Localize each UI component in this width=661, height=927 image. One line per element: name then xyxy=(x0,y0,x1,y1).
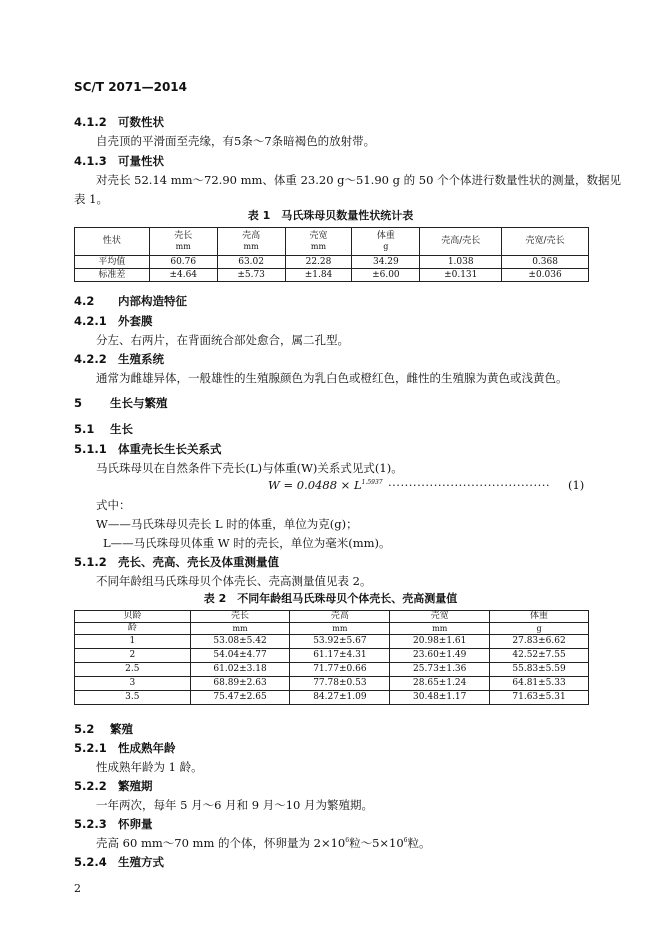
section-number: 5.2.2 xyxy=(74,779,107,793)
section-number: 5.1.2 xyxy=(74,555,107,569)
section-title: 生殖系统 xyxy=(118,352,164,366)
heading-4-2-1 xyxy=(74,313,153,329)
formula xyxy=(268,478,383,492)
heading-5 xyxy=(74,395,168,411)
heading-5-2-3 xyxy=(74,816,153,832)
header-cell: 体重 g xyxy=(352,228,420,256)
formula-leader-dots: ······································· xyxy=(388,478,551,492)
section-number: 4.2.1 xyxy=(74,314,107,328)
formula-expression: W = 0.0488 × L xyxy=(268,478,362,492)
table-cell: 68.89±2.63 xyxy=(190,677,290,691)
table-row xyxy=(75,649,589,663)
heading-5-1-1 xyxy=(74,441,222,457)
section-number: 4.2.2 xyxy=(74,352,107,366)
header-cell: 体重 xyxy=(490,611,589,623)
table-cell: ±5.73 xyxy=(217,269,285,282)
equation-number: (1) xyxy=(568,478,585,492)
page-number: 2 xyxy=(74,882,81,895)
section-number: 4.2 xyxy=(74,294,95,308)
section-number: 4.1.3 xyxy=(74,154,107,168)
header-cell: 壳长 xyxy=(190,611,290,623)
section-number: 5.2.4 xyxy=(74,855,107,869)
header-cell: 壳高/壳长 xyxy=(420,228,502,256)
table-cell: 34.29 xyxy=(352,256,420,269)
heading-4-2-2 xyxy=(74,351,164,367)
paragraph: 壳高 60 mm～70 mm 的个体，怀卵量为 $2\times 10^6$粒$\sim 5\times 10^6$粒。 xyxy=(96,836,431,850)
section-title: 壳长、壳高、壳长及体重测量值 xyxy=(118,555,279,569)
table-cell: 20.98±1.61 xyxy=(390,635,490,649)
table-row xyxy=(75,663,589,677)
table-cell: 63.02 xyxy=(217,256,285,269)
heading-5-2-4 xyxy=(74,854,164,870)
formula-exponent: 1.5937 xyxy=(361,479,383,487)
table-cell: 42.52±7.55 xyxy=(490,649,589,663)
table-row xyxy=(75,691,589,705)
table-cell: 22.28 xyxy=(285,256,352,269)
table-cell: 53.08±5.42 xyxy=(190,635,290,649)
paragraph: 不同年龄组马氏珠母贝个体壳长、壳高测量值见表 2。 xyxy=(96,574,372,588)
table-cell: 53.92±5.67 xyxy=(290,635,390,649)
where-definition-w: W——马氏珠母贝壳长 L 时的体重，单位为克(g)； xyxy=(96,517,358,531)
table-cell: ±0.131 xyxy=(420,269,502,282)
table-row xyxy=(75,635,589,649)
table-cell: 30.48±1.17 xyxy=(390,691,490,705)
section-title: 生长 xyxy=(110,422,133,436)
header-cell: 壳高 mm xyxy=(217,228,285,256)
section-number: 5.2.3 xyxy=(74,817,107,831)
table-cell: 60.76 xyxy=(149,256,217,269)
table-cell: 27.83±6.62 xyxy=(490,635,589,649)
heading-5-1 xyxy=(74,421,133,437)
heading-5-2 xyxy=(74,721,133,737)
heading-5-1-2 xyxy=(74,554,279,570)
heading-4-2 xyxy=(74,293,187,309)
section-title: 生长与繁殖 xyxy=(110,396,168,410)
unit-cell: mm xyxy=(390,623,490,635)
section-title: 内部构造特征 xyxy=(118,294,187,308)
paragraph-line-1: 对壳长 52.14 mm～72.90 mm、体重 23.20 g～51.90 g 的 50 个个体进行数量性状的测量，数据见 xyxy=(96,173,622,187)
section-number: 5 xyxy=(74,396,83,410)
section-number: 5.1.1 xyxy=(74,442,107,456)
header-cell: 壳宽 xyxy=(390,611,490,623)
unit-cell: 龄 xyxy=(75,623,191,635)
section-title: 外套膜 xyxy=(118,314,153,328)
table-cell: 61.02±3.18 xyxy=(190,663,290,677)
table-cell: 71.63±5.31 xyxy=(490,691,589,705)
table-cell: 28.65±1.24 xyxy=(390,677,490,691)
header-cell: 壳长 mm xyxy=(149,228,217,256)
table-cell: 54.04±4.77 xyxy=(190,649,290,663)
table-cell: ±4.64 xyxy=(149,269,217,282)
table-cell: 64.81±5.33 xyxy=(490,677,589,691)
table-cell: 1 xyxy=(75,635,191,649)
paragraph: 性成熟年龄为 1 龄。 xyxy=(96,760,203,774)
table-cell: 2 xyxy=(75,649,191,663)
header-cell: 壳宽 mm xyxy=(285,228,352,256)
section-title: 可量性状 xyxy=(118,154,164,168)
where-intro: 式中： xyxy=(96,498,131,512)
header-cell: 壳高 xyxy=(290,611,390,623)
table-cell: 84.27±1.09 xyxy=(290,691,390,705)
table-cell: 75.47±2.65 xyxy=(190,691,290,705)
table-cell: 55.83±5.59 xyxy=(490,663,589,677)
section-title: 性成熟年龄 xyxy=(118,741,176,755)
section-title: 生殖方式 xyxy=(118,855,164,869)
table-1-caption: 表 1 马氏珠母贝数量性状统计表 xyxy=(247,209,414,222)
table-cell: ±0.036 xyxy=(502,269,589,282)
table-cell: ±1.84 xyxy=(285,269,352,282)
table-cell: 1.038 xyxy=(420,256,502,269)
paragraph: 自壳顶的平滑面至壳缘，有5条～7条暗褐色的放射带。 xyxy=(96,134,376,148)
table-header-row xyxy=(75,611,589,623)
heading-5-2-2 xyxy=(74,778,153,794)
table-1 xyxy=(74,227,589,282)
header-cell: 性状 xyxy=(75,228,150,256)
document-header: SC/T 2071—2014 xyxy=(74,80,187,94)
table-cell: 77.78±0.53 xyxy=(290,677,390,691)
table-cell: 71.77±0.66 xyxy=(290,663,390,677)
table-cell: 0.368 xyxy=(502,256,589,269)
table-cell: 3.5 xyxy=(75,691,191,705)
heading-4-1-2 xyxy=(74,114,164,130)
paragraph: 一年两次，每年 5 月～6 月和 9 月～10 月为繁殖期。 xyxy=(96,798,374,812)
unit-cell: g xyxy=(490,623,589,635)
table-cell: 2.5 xyxy=(75,663,191,677)
header-cell: 贝龄 xyxy=(75,611,191,623)
table-unit-row xyxy=(75,623,589,635)
paragraph: 通常为雌雄异体，一般雄性的生殖腺颜色为乳白色或橙红色，雌性的生殖腺为黄色或浅黄色。 xyxy=(96,371,568,385)
heading-5-2-1 xyxy=(74,740,176,756)
table-2-caption: 表 2 不同年龄组马氏珠母贝个体壳长、壳高测量值 xyxy=(203,592,458,605)
section-title: 怀卵量 xyxy=(118,817,153,831)
where-definition-l: L——马氏珠母贝体重 W 时的壳长，单位为毫米(mm)。 xyxy=(103,536,391,550)
table-cell: ±6.00 xyxy=(352,269,420,282)
unit-cell: mm xyxy=(190,623,290,635)
section-title: 可数性状 xyxy=(118,115,164,129)
table-cell: 23.60±1.49 xyxy=(390,649,490,663)
section-title: 繁殖 xyxy=(110,722,133,736)
section-number: 4.1.2 xyxy=(74,115,107,129)
table-cell: 61.17±4.31 xyxy=(290,649,390,663)
table-cell: 3 xyxy=(75,677,191,691)
paragraph: 马氏珠母贝在自然条件下壳长(L)与体重(W)关系式见式(1)。 xyxy=(96,461,403,475)
section-title: 体重壳长生长关系式 xyxy=(118,442,222,456)
paragraph: 分左、右两片，在背面统合部处愈合，属二孔型。 xyxy=(96,333,349,347)
section-number: 5.1 xyxy=(74,422,95,436)
section-title: 繁殖期 xyxy=(118,779,153,793)
heading-4-1-3 xyxy=(74,153,164,169)
table-cell: 平均值 xyxy=(75,256,150,269)
paragraph-line-2: 表 1。 xyxy=(74,192,108,206)
table-row xyxy=(75,269,589,282)
table-header-row xyxy=(75,228,589,256)
table-cell: 25.73±1.36 xyxy=(390,663,490,677)
section-number: 5.2 xyxy=(74,722,95,736)
unit-cell: mm xyxy=(290,623,390,635)
section-number: 5.2.1 xyxy=(74,741,107,755)
header-cell: 壳宽/壳长 xyxy=(502,228,589,256)
table-cell: 标准差 xyxy=(75,269,150,282)
table-row xyxy=(75,256,589,269)
table-row xyxy=(75,677,589,691)
table-2 xyxy=(74,610,589,705)
